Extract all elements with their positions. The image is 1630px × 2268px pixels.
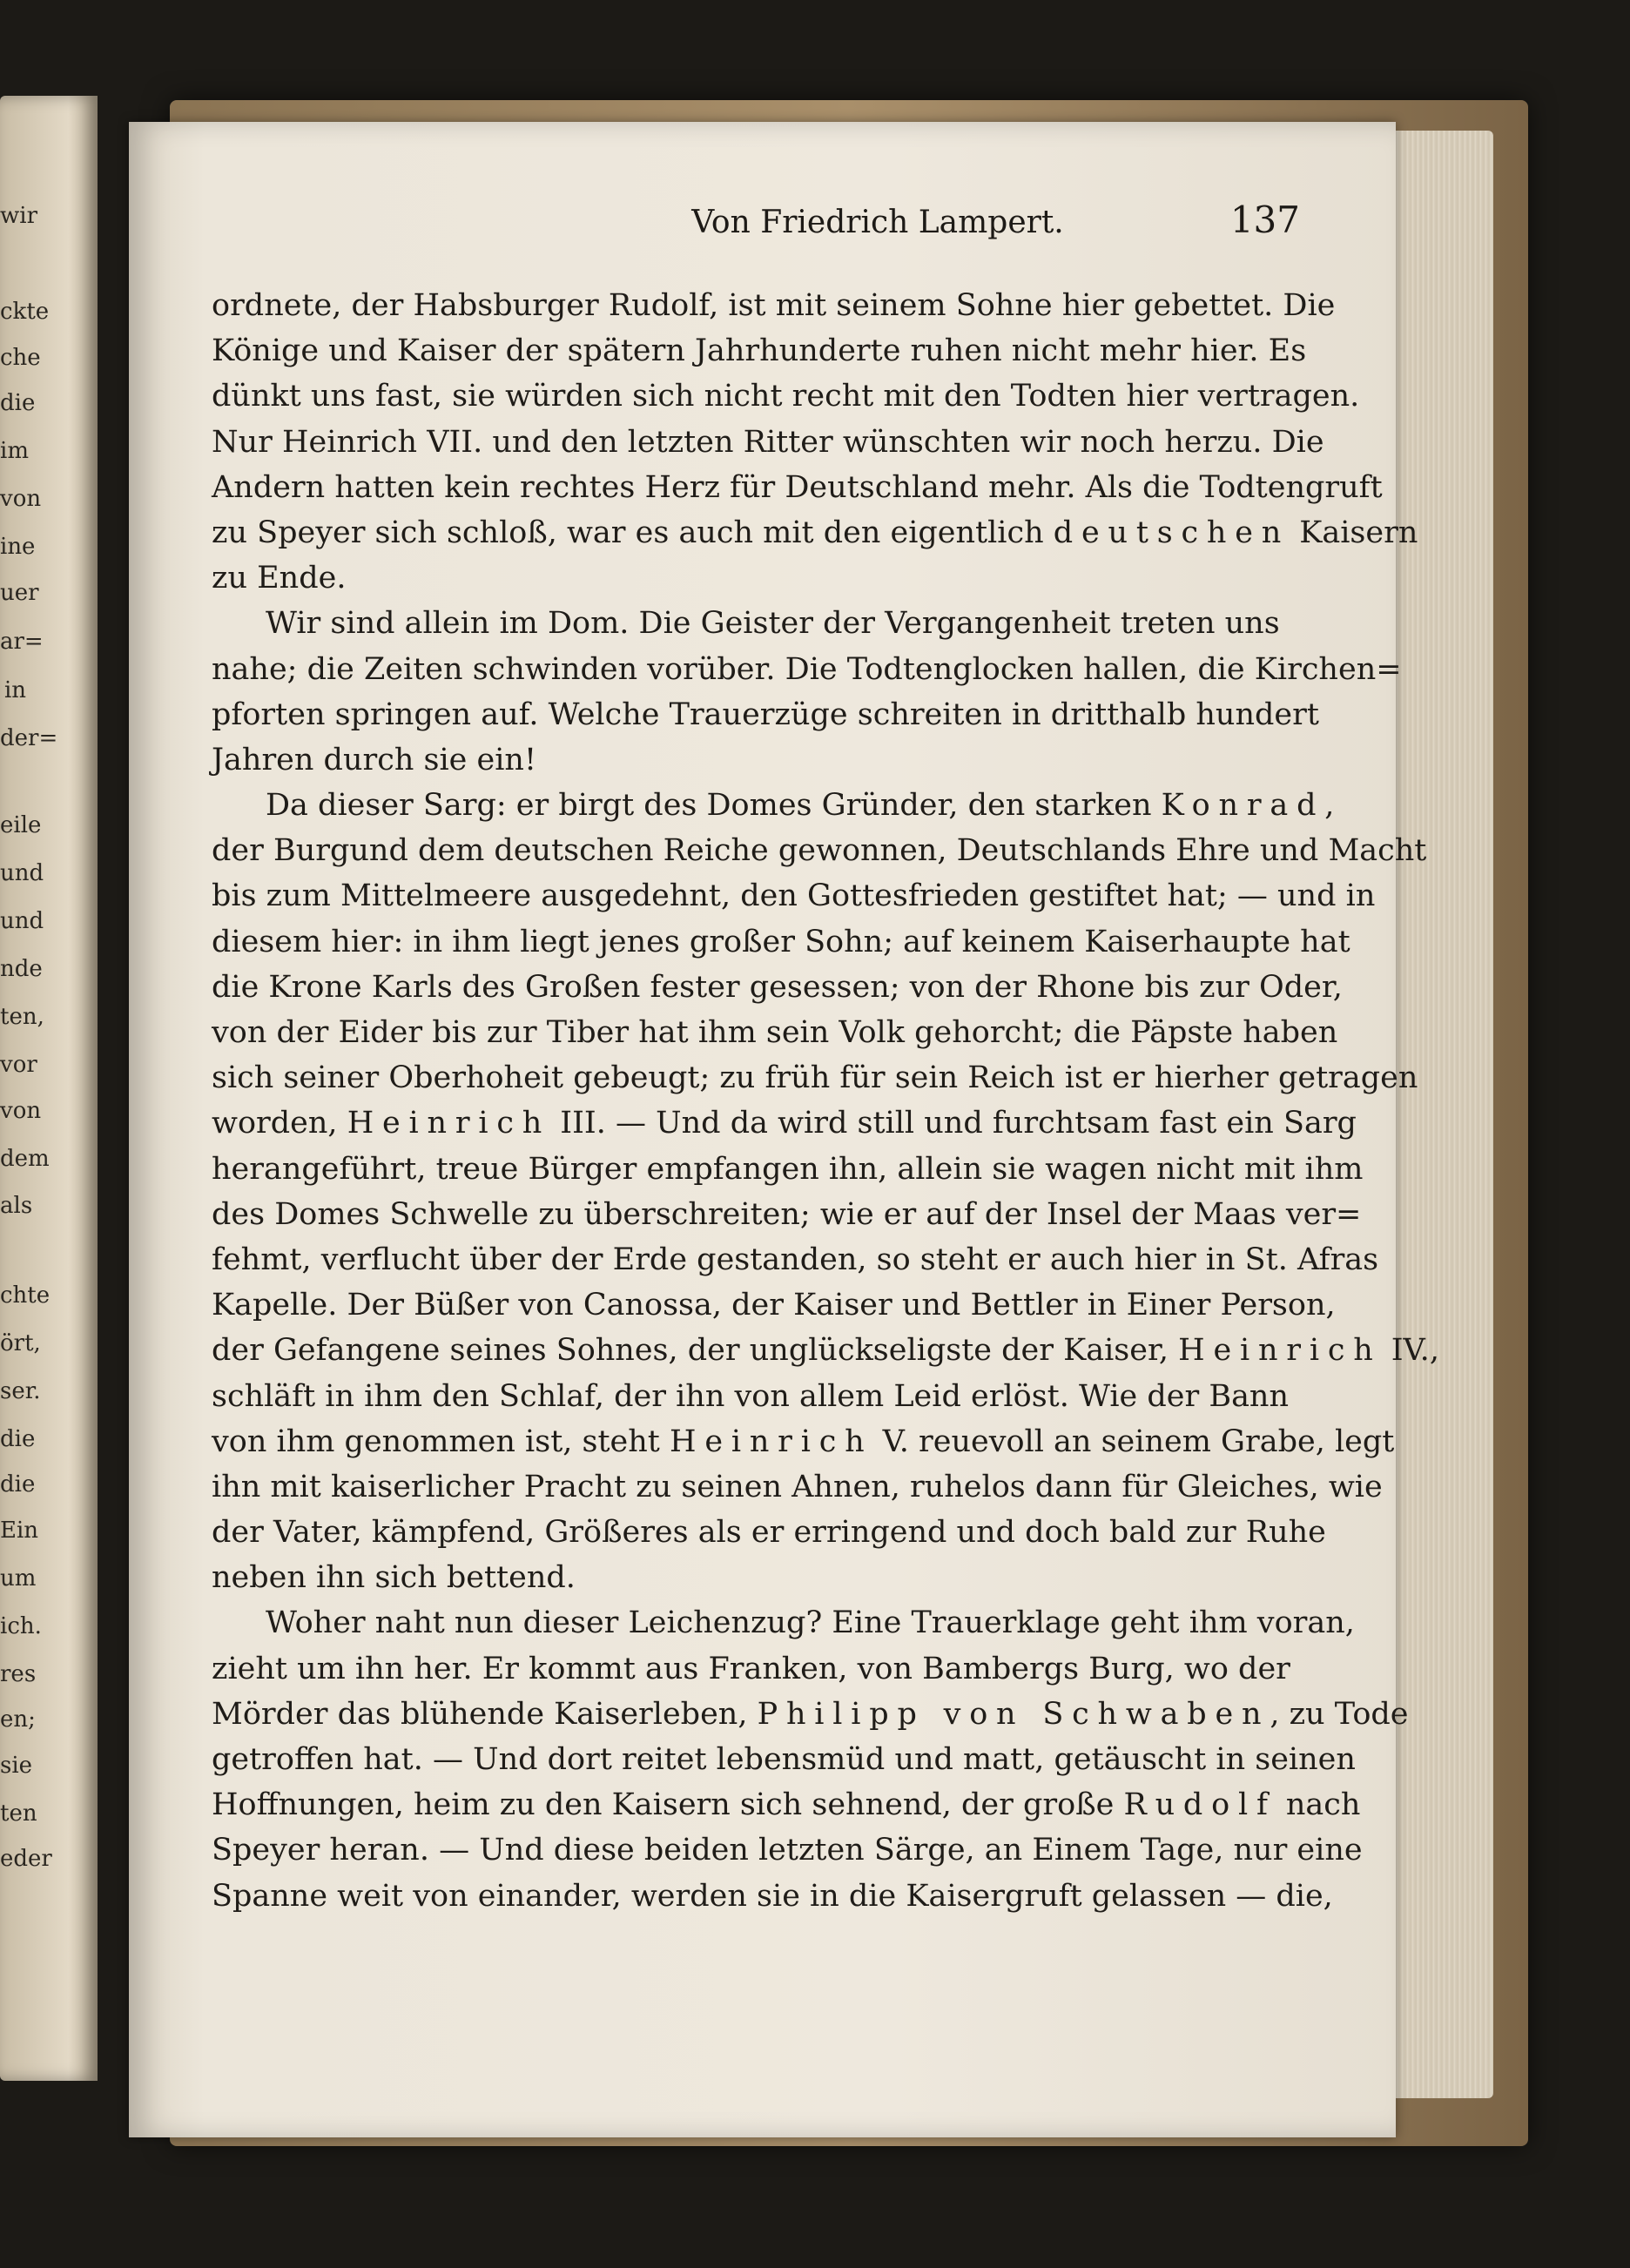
text-line-main: von der Eider bis zur Tiber hat ihm sein Volk gehorcht; die Päpste haben — [212, 1015, 1338, 1050]
facing-page-fragment: res — [0, 1661, 37, 1687]
text-line-tail: Kaisern — [1290, 515, 1418, 550]
text-line-main: der Vater, kämpfend, Größeres als er erringend und doch bald zur Ruhe — [212, 1515, 1326, 1551]
text-line — [212, 692, 1378, 737]
text-line-main: schläft in ihm den Schlaf, der ihn von allem Leid erlöst. Wie der Bann — [212, 1378, 1290, 1414]
text-line — [212, 1010, 1378, 1055]
facing-page-fragment: von — [0, 1098, 42, 1124]
facing-page-fragment: ich. — [0, 1613, 42, 1639]
text-line-main: Spanne weit von einander, werden sie in die Kaisergruft gelassen — die, — [212, 1878, 1333, 1914]
facing-page-fragment: ört, — [0, 1330, 41, 1356]
text-line-main: von ihm genommen ist, steht — [212, 1423, 660, 1459]
text-line — [212, 1055, 1418, 1100]
facing-page-fragment: che — [0, 345, 41, 371]
text-line-main: des Domes Schwelle zu überschreiten; wie er auf der Insel der Maas ver= — [212, 1196, 1362, 1232]
text-line — [212, 601, 1378, 646]
text-line — [212, 828, 1427, 873]
emphasized-name: Konrad — [1161, 788, 1325, 824]
text-line — [212, 510, 1418, 555]
text-line-tail: V. reuevoll an seinem Grabe, legt — [872, 1423, 1395, 1459]
text-line — [212, 1646, 1378, 1692]
facing-page-fragment: der= — [0, 725, 58, 751]
text-line-tail: III. — Und da wird still und furchtsam fast ein Sarg — [550, 1106, 1357, 1141]
text-line — [212, 1510, 1378, 1555]
text-line-main: diesem hier: in ihm liegt jenes großer Sohn; auf keinem Kaiserhaupte hat — [212, 924, 1350, 959]
facing-page-fragment: die — [0, 390, 36, 416]
text-line — [212, 1282, 1378, 1328]
text-line — [212, 1874, 1378, 1919]
facing-page-fragment: ar= — [0, 629, 44, 655]
facing-page-fragment: uer — [0, 580, 39, 606]
text-line — [212, 783, 1378, 828]
facing-page-fragment: en; — [0, 1706, 36, 1733]
page-number: 137 — [1229, 199, 1300, 241]
text-line-main: neben ihn sich bettend. — [212, 1560, 576, 1596]
facing-page-fragment: ten, — [0, 1004, 44, 1030]
facing-page-fragment: im — [0, 438, 29, 464]
text-line — [212, 374, 1378, 419]
emphasized-name: Heinrich — [1178, 1333, 1382, 1369]
text-line-main: ihn mit kaiserlicher Pracht zu seinen Ahnen, ruhelos dann für Gleiches, wie — [212, 1469, 1383, 1504]
body-text — [212, 283, 1439, 1919]
facing-page-fragment: ckte — [0, 299, 50, 325]
text-line — [212, 1237, 1378, 1282]
text-line-main: bis zum Mittelmeere ausgedehnt, den Gottesfrieden gestiftet hat; — und in — [212, 878, 1376, 914]
text-line-tail: IV., — [1381, 1333, 1439, 1369]
text-line — [212, 737, 1378, 783]
facing-page-fragment: die — [0, 1426, 36, 1452]
facing-page-fragment: in — [3, 677, 26, 703]
text-line — [212, 465, 1383, 510]
text-line — [212, 1782, 1378, 1827]
text-line-tail: nach — [1276, 1787, 1361, 1823]
facing-page-fragment: von — [0, 486, 42, 512]
text-line — [212, 919, 1378, 965]
text-line — [212, 283, 1378, 328]
text-line-main: die Krone Karls des Großen fester gesessen; von der Rhone bis zur Oder, — [212, 969, 1343, 1005]
facing-page-fragment: sie — [0, 1753, 33, 1779]
text-line-main: zu Ende. — [212, 561, 347, 596]
text-line — [212, 1147, 1378, 1192]
text-line — [212, 873, 1378, 919]
text-line-main: Mörder das blühende Kaiserleben, — [212, 1696, 748, 1732]
text-line — [212, 1555, 1378, 1600]
text-line-main: Kapelle. Der Büßer von Canossa, der Kaiser und Bettler in Einer Person, — [212, 1288, 1336, 1323]
facing-page-fragment: vor — [0, 1052, 37, 1078]
text-line — [212, 420, 1378, 465]
facing-page-fragment: ine — [0, 534, 36, 560]
text-line-main: Wir sind allein im Dom. Die Geister der Vergangenheit treten uns — [266, 606, 1280, 642]
text-line-tail: , zu Tode — [1270, 1696, 1409, 1732]
facing-page-left — [0, 96, 98, 2081]
facing-page-fragment: nde — [0, 956, 43, 982]
text-line-main: dünkt uns fast, sie würden sich nicht recht mit den Todten hier vertragen. — [212, 379, 1360, 414]
text-line — [212, 1374, 1378, 1419]
text-line-main: der Burgund dem deutschen Reiche gewonnen, Deutschlands Ehre und Macht — [212, 833, 1427, 869]
text-line-main: Speyer heran. — Und diese beiden letzten Särge, an Einem Tage, nur eine — [212, 1833, 1363, 1868]
text-line-main: pforten springen auf. Welche Trauerzüge schreiten in dritthalb hundert — [212, 697, 1319, 732]
facing-page-fragment: ser. — [0, 1378, 41, 1404]
text-line-main: Woher naht nun dieser Leichenzug? Eine Trauerklage geht ihm voran, — [266, 1605, 1355, 1641]
text-line-main: Nur Heinrich VII. und den letzten Ritter wünschten wir noch herzu. Die — [212, 424, 1324, 460]
text-line-main: sich seiner Oberhoheit gebeugt; zu früh für sein Reich ist er hierher getragen — [212, 1060, 1418, 1096]
facing-page-fragment: die — [0, 1471, 36, 1497]
facing-page-fragment: chte — [0, 1282, 51, 1309]
facing-page-fragment: dem — [0, 1146, 50, 1172]
facing-page-fragment: als — [0, 1193, 33, 1219]
text-line-main: nahe; die Zeiten schwinden vorüber. Die Todtenglocken hallen, die Kirchen= — [212, 651, 1402, 687]
text-line — [212, 1328, 1439, 1373]
text-line — [212, 1192, 1378, 1237]
facing-page-fragment: wir — [0, 203, 37, 229]
emphasized-name: Rudolf — [1123, 1787, 1276, 1823]
facing-page-fragment: Ein — [0, 1518, 39, 1544]
emphasized-name: Philipp von Schwaben — [757, 1696, 1270, 1732]
text-line-main: Hoffnungen, heim zu den Kaisern sich sehnend, der große — [212, 1787, 1115, 1823]
text-line — [212, 647, 1402, 692]
text-line-tail: , — [1324, 788, 1335, 824]
text-line-main: Könige und Kaiser der spätern Jahrhunderte ruhen nicht mehr hier. Es — [212, 333, 1307, 369]
facing-page-fragment: um — [0, 1565, 37, 1592]
text-line-main: Andern hatten kein rechtes Herz für Deutschland mehr. Als die Todtengruft — [212, 469, 1383, 505]
text-line — [212, 1827, 1378, 1873]
facing-page-fragment: und — [0, 860, 44, 886]
text-line — [212, 1737, 1378, 1782]
text-line-main: getroffen hat. — Und dort reitet lebensmüd und matt, getäuscht in seinen — [212, 1742, 1356, 1777]
text-line — [212, 328, 1378, 374]
book-page — [129, 122, 1439, 2137]
text-line-main: ordnete, der Habsburger Rudolf, ist mit seinem Sohne hier gebettet. Die — [212, 288, 1336, 323]
text-line — [212, 1692, 1409, 1737]
text-line-main: fehmt, verflucht über der Erde gestanden, so steht er auch hier in St. Afras — [212, 1242, 1379, 1277]
emphasized-name: Heinrich — [347, 1106, 551, 1141]
text-line-main: zu Speyer sich schloß, war es auch mit den eigentlich — [212, 515, 1044, 550]
emphasized-name: deutschen — [1053, 515, 1290, 550]
text-line — [212, 1100, 1378, 1146]
running-head: Von Friedrich Lampert. — [691, 205, 1064, 240]
text-line — [212, 1464, 1383, 1510]
facing-page-fragment: und — [0, 908, 44, 934]
text-line-main: zieht um ihn her. Er kommt aus Franken, von Bambergs Burg, wo der — [212, 1651, 1290, 1686]
text-line-main: herangeführt, treue Bürger empfangen ihn, allein sie wagen nicht mit ihm — [212, 1151, 1364, 1187]
text-line — [212, 555, 1378, 601]
text-line-main: worden, — [212, 1106, 338, 1141]
text-line — [212, 965, 1378, 1010]
facing-page-fragment: ten — [0, 1800, 37, 1827]
facing-page-fragment: eder — [0, 1846, 52, 1872]
text-line-main: Jahren durch sie ein! — [212, 742, 537, 777]
text-line — [212, 1600, 1378, 1645]
emphasized-name: Heinrich — [670, 1423, 873, 1459]
text-line — [212, 1419, 1395, 1464]
text-line-main: Da dieser Sarg: er birgt des Domes Gründer, den starken — [266, 788, 1152, 824]
text-line-main: der Gefangene seines Sohnes, der unglückseligste der Kaiser, — [212, 1333, 1169, 1369]
facing-page-fragment: eile — [0, 812, 42, 838]
